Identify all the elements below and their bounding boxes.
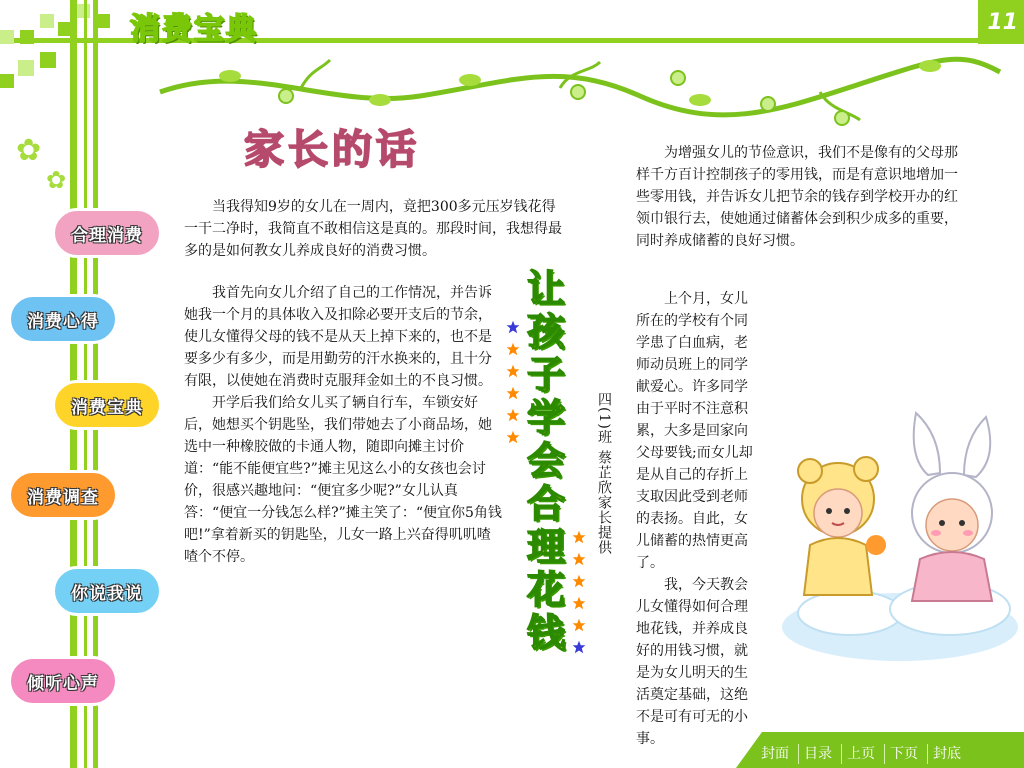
vertical-title-char: 让 xyxy=(526,267,565,311)
star-icon xyxy=(572,618,586,632)
star-list-right xyxy=(572,530,586,654)
top-bar xyxy=(0,0,1024,50)
vertical-title-char: 合 xyxy=(526,482,565,526)
paragraph: 当我得知9岁的女儿在一周内，竟把300多元压岁钱花得一干二净时，我简直不敢相信这是真的。那段时间，我想得最多的是如何教女儿养成良好的消费习惯。 xyxy=(184,199,562,259)
deco-square xyxy=(40,52,56,68)
vertical-title-char: 钱 xyxy=(526,611,565,655)
vertical-title xyxy=(518,268,574,655)
sidebar-item-label: 消费宝典 xyxy=(71,397,143,418)
deco-square xyxy=(0,74,14,88)
star-icon xyxy=(572,552,586,566)
article-right-top xyxy=(636,142,966,252)
sidebar-item-spending-experience[interactable] xyxy=(8,294,118,344)
sidebar-item-reasonable-spending[interactable] xyxy=(52,208,162,258)
nav-prev-page-button[interactable]: 上页 xyxy=(841,744,880,764)
sidebar-item-label: 合理消费 xyxy=(71,225,143,246)
banner-title: 消费宝典 xyxy=(130,12,258,47)
flower-icon: ✿ xyxy=(46,166,67,194)
bottom-nav xyxy=(756,744,966,764)
paragraph: 为增强女儿的节俭意识，我们不是像有的父母那样千方百计控制孩子的零用钱，而是有意识地增加一些零用钱，并告诉女儿把节余的钱存到学校开办的红领巾银行去，使她通过储蓄体会到积少成多的重要，同时养成储蓄的良好习惯。 xyxy=(636,145,958,249)
sidebar-item-listen[interactable] xyxy=(8,656,118,706)
sidebar-item-discussion[interactable] xyxy=(52,566,162,616)
page-number: 11 xyxy=(987,10,1018,35)
vertical-title-char: 花 xyxy=(526,568,565,612)
paragraph: 上个月，女儿所在的学校有个同学患了白血病，老师动员班上的同学献爱心。许多同学由于平时不注意积累，大多是回家向父母要钱;而女儿却是从自己的存折上支取因此受到老师的表扬。自此，女儿储蓄的热情更高了。 xyxy=(636,291,753,571)
sidebar-item-spending-survey[interactable] xyxy=(8,470,118,520)
article-left-intro xyxy=(184,196,564,262)
sidebar-item-spending-guide[interactable] xyxy=(52,380,162,430)
nav-back-cover-button[interactable]: 封底 xyxy=(927,744,966,764)
article-left-body xyxy=(184,282,502,568)
nav-cover-button[interactable]: 封面 xyxy=(761,746,789,762)
article-right-middle xyxy=(636,288,760,747)
deco-square xyxy=(18,60,34,76)
vertical-title-char: 会 xyxy=(526,439,565,483)
paragraph: 开学后我们给女儿买了辆自行车，车锁安好后，她想买个钥匙坠，我们带她去了小商品场，她选中一种橡胶做的卡通人物，随即向摊主讨价道：“能不能便宜些?”摊主见这么小的女孩也会讨价，很感兴趣地问：“便宜多少呢?”女儿认真答：“便宜一分钱怎么样?”摊主笑了：“便宜你5角钱吧!”拿着新买的钥匙坠，儿女一路上兴奋得叽叽喳喳个不停。 xyxy=(184,395,502,565)
sidebar-item-label: 消费调查 xyxy=(27,487,99,508)
nav-next-page-button[interactable]: 下页 xyxy=(884,744,923,764)
kids-illustration xyxy=(780,395,1024,685)
star-icon xyxy=(572,574,586,588)
vertical-title-char: 学 xyxy=(526,396,565,440)
author-credit: 四(1)班 蔡芷欣家长提供 xyxy=(596,392,612,556)
star-icon xyxy=(572,530,586,544)
paragraph: 我首先向女儿介绍了自己的工作情况，并告诉她我一个月的具体收入及扣除必要开支后的节余，使儿女懂得父母的钱不是从天上掉下来的，也不是要多少有多少，而是用勤劳的汗水换来的，且十分有限，以使她在消费时克服拜金如土的不良习惯。 xyxy=(184,285,492,389)
paragraph: 我，今天教会儿女懂得如何合理地花钱，并养成良好的用钱习惯，就是为女儿明天的生活奠定基础，这绝不是可有可无的小事。 xyxy=(636,577,748,747)
vertical-title-char: 孩 xyxy=(526,310,565,354)
flower-icon: ✿ xyxy=(16,133,42,168)
vertical-title-char: 理 xyxy=(526,525,565,569)
page-number-box xyxy=(978,0,1024,44)
vertical-title-char: 子 xyxy=(526,353,565,397)
article-heading: 家长的话 xyxy=(244,127,420,173)
sidebar-item-label: 你说我说 xyxy=(71,583,143,604)
star-icon xyxy=(572,596,586,610)
sidebar-item-label: 消费心得 xyxy=(27,311,99,332)
star-icon xyxy=(572,640,586,654)
sidebar-item-label: 倾听心声 xyxy=(27,673,99,694)
nav-contents-button[interactable]: 目录 xyxy=(798,744,837,764)
